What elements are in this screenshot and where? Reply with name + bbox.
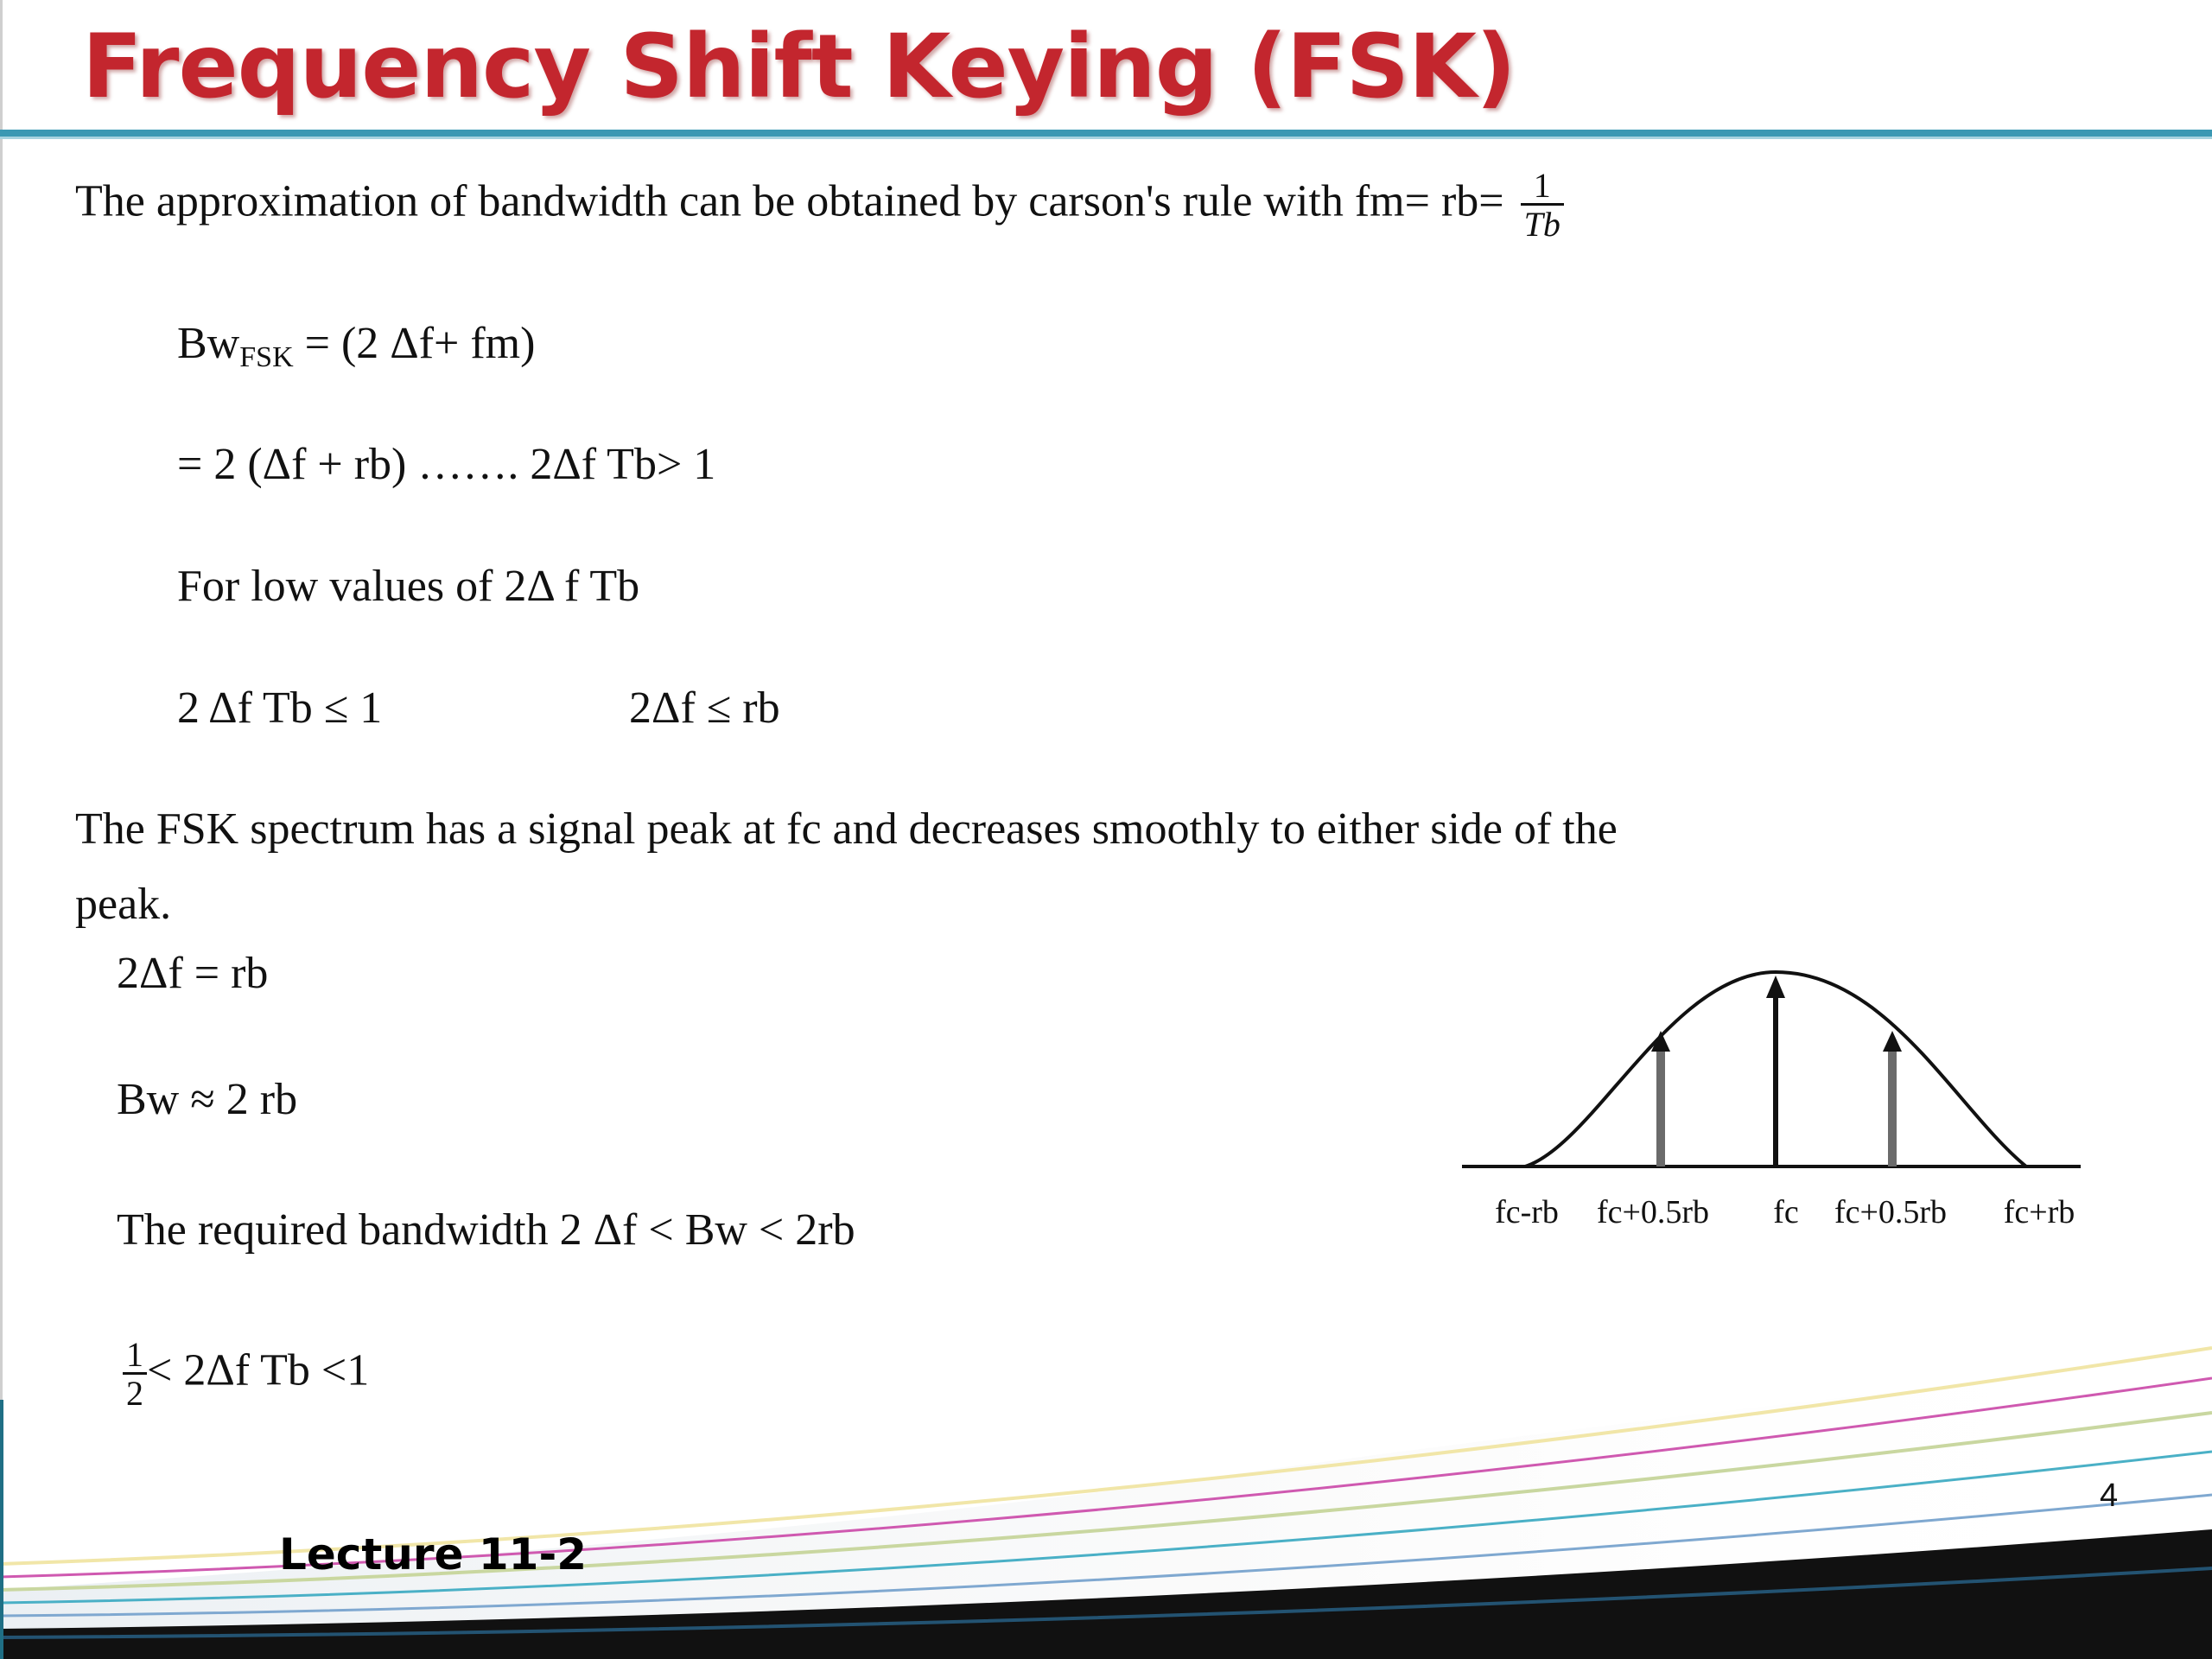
eq1-rest: = (2 Δf+ fm) xyxy=(293,319,536,368)
inequality-right: 2Δf ≤ rb xyxy=(629,683,780,733)
label-fc-minus-rb: fc-rb xyxy=(1495,1194,1559,1230)
equation-bandwidth-fsk xyxy=(177,318,535,374)
equation-bandwidth-approx: Bw ≈ 2 rb xyxy=(117,1075,298,1124)
spectrum-text-line-1: The FSK spectrum has a signal peak at fc and decreases smoothly to either side of the xyxy=(75,804,1618,854)
eq1-main: Bw xyxy=(177,319,240,368)
label-fc-plus-half-rb-left: fc+0.5rb xyxy=(1596,1194,1710,1230)
half-fraction-numerator: 1 xyxy=(123,1338,147,1375)
intro-fraction-numerator: 1 xyxy=(1521,168,1564,206)
intro-fraction xyxy=(1521,168,1564,242)
half-fraction-denominator: 2 xyxy=(126,1374,143,1413)
intro-fraction-denominator: Tb xyxy=(1523,205,1560,244)
label-fc-plus-half-rb-right: fc+0.5rb xyxy=(1834,1194,1948,1230)
title-underline-rule xyxy=(0,130,2212,139)
page-number: 4 xyxy=(2100,1478,2119,1514)
label-fc: fc xyxy=(1773,1194,1799,1230)
lecture-label: Lecture 11-2 xyxy=(279,1529,588,1580)
eq1-subscript: FSK xyxy=(239,341,294,373)
slide-title: Frequency Shift Keying (FSK) xyxy=(82,16,1516,118)
half-inequality-rest: < 2Δf Tb <1 xyxy=(147,1345,370,1395)
low-values-text: For low values of 2Δ f Tb xyxy=(177,562,640,611)
inequality-left: 2 Δf Tb ≤ 1 xyxy=(177,683,383,733)
intro-text: The approximation of bandwidth can be obtained by carson's rule with fm= rb= xyxy=(75,176,1504,226)
equation-delta-equals-rb: 2Δf = rb xyxy=(117,949,269,998)
required-bandwidth-text: The required bandwidth 2 Δf < Bw < 2rb xyxy=(117,1205,855,1255)
label-fc-plus-rb: fc+rb xyxy=(2003,1194,2075,1230)
footer-left-edge xyxy=(0,1400,3,1659)
footer-decorative-waves xyxy=(0,1331,2212,1659)
fsk-spectrum-diagram xyxy=(1456,938,2087,1244)
sideband-arrow-right xyxy=(1883,1031,1902,1052)
spectrum-text-line-2: peak. xyxy=(75,880,172,929)
intro-line xyxy=(75,168,1564,242)
equation-carson-expanded: = 2 (Δf + rb) ……. 2Δf Tb> 1 xyxy=(177,440,716,489)
carrier-arrow xyxy=(1766,976,1785,998)
